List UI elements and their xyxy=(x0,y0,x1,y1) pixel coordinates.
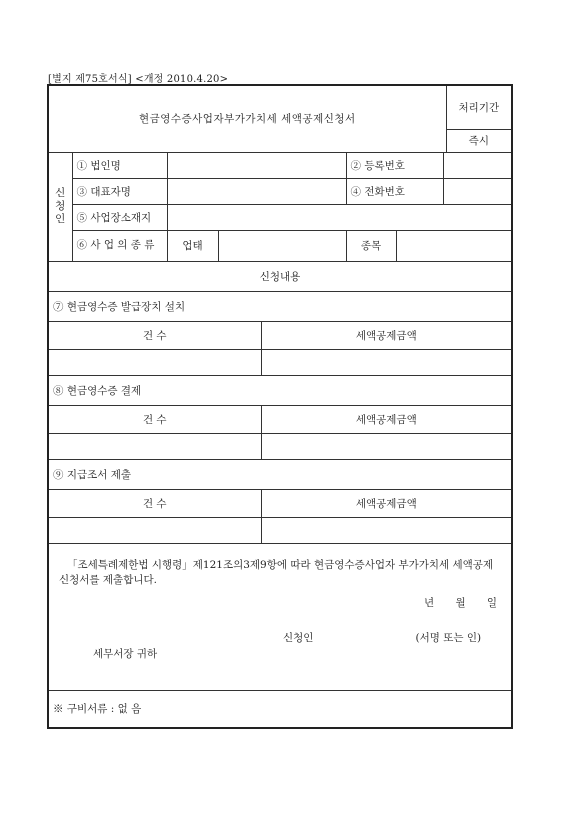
section-9-title: ⑨ 지급조서 제출 xyxy=(48,459,512,489)
form-title: 현금영수증사업자부가가치세 세액공제신청서 xyxy=(48,85,446,152)
reg-no-field[interactable] xyxy=(443,152,512,178)
rep-name-label: ③ 대표자명 xyxy=(72,178,167,204)
processing-period-value: 즉시 xyxy=(446,129,512,152)
section-7-amount-label: 세액공제금액 xyxy=(261,321,512,349)
section-8-count-label: 건 수 xyxy=(48,405,261,433)
business-type-label: ⑥ 사 업 의 종 류 xyxy=(72,230,167,261)
application-form xyxy=(47,84,513,729)
form-number: [별지 제75호서식] <개정 2010.4.20> xyxy=(48,74,229,85)
attachments-note: ※ 구비서류 : 없 음 xyxy=(48,690,512,728)
declaration-text: 「조세특례제한법 시행령」제121조의3제9항에 따라 현금영수증사업자 부가가치세 세액공제신청서를 제출합니다. xyxy=(59,558,494,586)
business-category-label: 업태 xyxy=(167,230,218,261)
section-8-count-field[interactable] xyxy=(48,433,261,459)
phone-label: ④ 전화번호 xyxy=(346,178,443,204)
declaration-date: 년 월 일 xyxy=(423,596,498,609)
phone-field[interactable] xyxy=(443,178,512,204)
section-8-amount-field[interactable] xyxy=(261,433,512,459)
addressee: 세무서장 귀하 xyxy=(93,647,158,660)
section-7-amount-field[interactable] xyxy=(261,349,512,375)
section-8-amount-label: 세액공제금액 xyxy=(261,405,512,433)
corp-name-field[interactable] xyxy=(167,152,346,178)
content-header: 신청내용 xyxy=(48,261,512,291)
rep-name-field[interactable] xyxy=(167,178,346,204)
business-item-label: 종목 xyxy=(346,230,396,261)
section-9-amount-field[interactable] xyxy=(261,517,512,543)
business-category-field[interactable] xyxy=(218,230,346,261)
address-label: ⑤ 사업장소재지 xyxy=(72,204,167,230)
section-7-count-label: 건 수 xyxy=(48,321,261,349)
section-7-title: ⑦ 현금영수증 발급장치 설치 xyxy=(48,291,512,321)
declaration xyxy=(48,543,512,690)
applicant-signature-label: 신청인 xyxy=(283,631,314,644)
section-9-count-field[interactable] xyxy=(48,517,261,543)
section-7-count-field[interactable] xyxy=(48,349,261,375)
corp-name-label: ① 법인명 xyxy=(72,152,167,178)
address-field[interactable] xyxy=(167,204,512,230)
sign-or-seal-label: (서명 또는 인) xyxy=(415,631,482,644)
section-8-title: ⑧ 현금영수증 결제 xyxy=(48,375,512,405)
applicant-side-label: 신 청 인 xyxy=(48,152,72,261)
business-item-field[interactable] xyxy=(396,230,512,261)
processing-period-label: 처리기간 xyxy=(446,85,512,129)
reg-no-label: ② 등록번호 xyxy=(346,152,443,178)
section-9-count-label: 건 수 xyxy=(48,489,261,517)
section-9-amount-label: 세액공제금액 xyxy=(261,489,512,517)
